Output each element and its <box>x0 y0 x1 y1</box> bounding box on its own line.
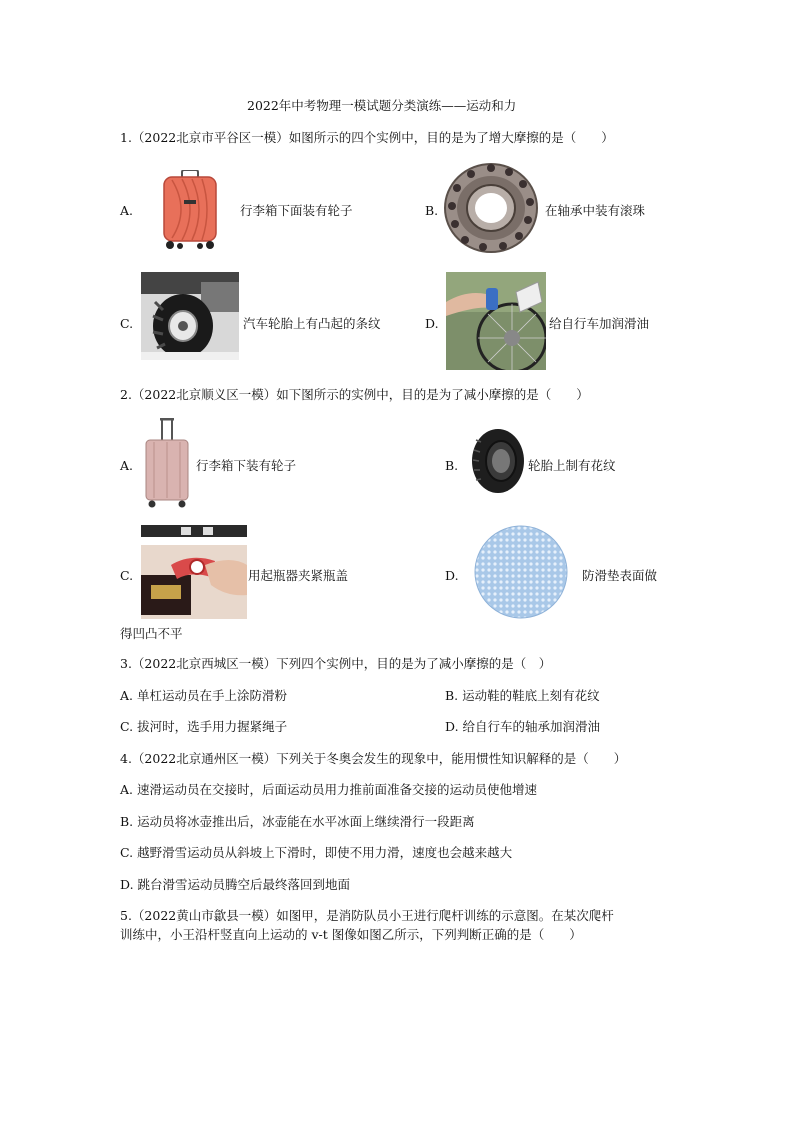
q2-option-c-label: C. <box>120 568 134 583</box>
q4-option-c: C. 越野滑雪运动员从斜坡上下滑时，即使不用力滑，速度也会越来越大 <box>120 845 513 860</box>
q3-option-a: A. 单杠运动员在手上涂防滑粉 <box>120 688 287 703</box>
q1-option-c-text: 汽车轮胎上有凸起的条纹 <box>243 316 381 331</box>
q3-option-d: D. 给自行车的轴承加润滑油 <box>445 719 601 734</box>
q4-option-a: A. 速滑运动员在交接时，后面运动员用力推前面准备交接的运动员使他增速 <box>120 782 537 797</box>
q5-stem-line1: 5.（2022黄山市歙县一模）如图甲，是消防队员小王进行爬杆训练的示意图。在某次爬杆 <box>120 908 614 923</box>
tire-icon <box>471 428 525 494</box>
bottle-opener-icon <box>141 525 247 619</box>
q2-option-d-text: 防滑垫表面做 <box>582 568 658 583</box>
q3-stem: 3.（2022北京西城区一模）下列四个实例中，目的是为了减小摩擦的是（ ） <box>120 656 552 671</box>
suitcase-pink-icon <box>144 418 190 508</box>
bike-oil-icon <box>446 272 546 370</box>
q4-stem: 4.（2022北京通州区一模）下列关于冬奥会发生的现象中，能用惯性知识解释的是（ ） <box>120 751 627 766</box>
q1-option-b-text: 在轴承中装有滚珠 <box>545 203 646 218</box>
q1-option-b-label: B. <box>425 203 439 218</box>
q4-option-b: B. 运动员将冰壶推出后，冰壶能在水平冰面上继续滑行一段距离 <box>120 814 475 829</box>
q1-option-d-text: 给自行车加润滑油 <box>549 316 650 331</box>
q4-option-d: D. 跳台滑雪运动员腾空后最终落回到地面 <box>120 877 351 892</box>
q2-option-b-text: 轮胎上制有花纹 <box>528 458 616 473</box>
q2-option-c-text: 用起瓶器夹紧瓶盖 <box>248 568 349 583</box>
q1-stem: 1.（2022北京市平谷区一模）如图所示的四个实例中，目的是为了增大摩擦的是（ ） <box>120 130 614 145</box>
q2-option-a-label: A. <box>120 458 134 473</box>
q2-option-a-text: 行李箱下装有轮子 <box>196 458 297 473</box>
nonslip-mat-icon <box>474 525 568 619</box>
q1-option-d-label: D. <box>425 316 439 331</box>
doc-title: 2022年中考物理一模试题分类演练——运动和力 <box>247 98 517 113</box>
q1-option-c-label: C. <box>120 316 134 331</box>
bearing-icon <box>443 160 539 256</box>
tractor-tire-icon <box>141 272 239 360</box>
q2-stem: 2.（2022北京顺义区一模）如下图所示的实例中，目的是为了减小摩擦的是（ ） <box>120 387 589 402</box>
q3-option-b: B. 运动鞋的鞋底上刻有花纹 <box>445 688 600 703</box>
q1-option-a-text: 行李箱下面装有轮子 <box>240 203 353 218</box>
q2-option-b-label: B. <box>445 458 459 473</box>
q1-option-a-label: A. <box>120 203 134 218</box>
q3-option-c: C. 拔河时，选手用力握紧绳子 <box>120 719 288 734</box>
q5-stem-line2: 训练中，小王沿杆竖直向上运动的 v-t 图像如图乙所示，下列判断正确的是（ ） <box>120 927 582 942</box>
suitcase-red-icon <box>158 170 222 250</box>
q2-option-d-label: D. <box>445 568 459 583</box>
q2-option-d-text-cont: 得凹凸不平 <box>120 626 183 641</box>
